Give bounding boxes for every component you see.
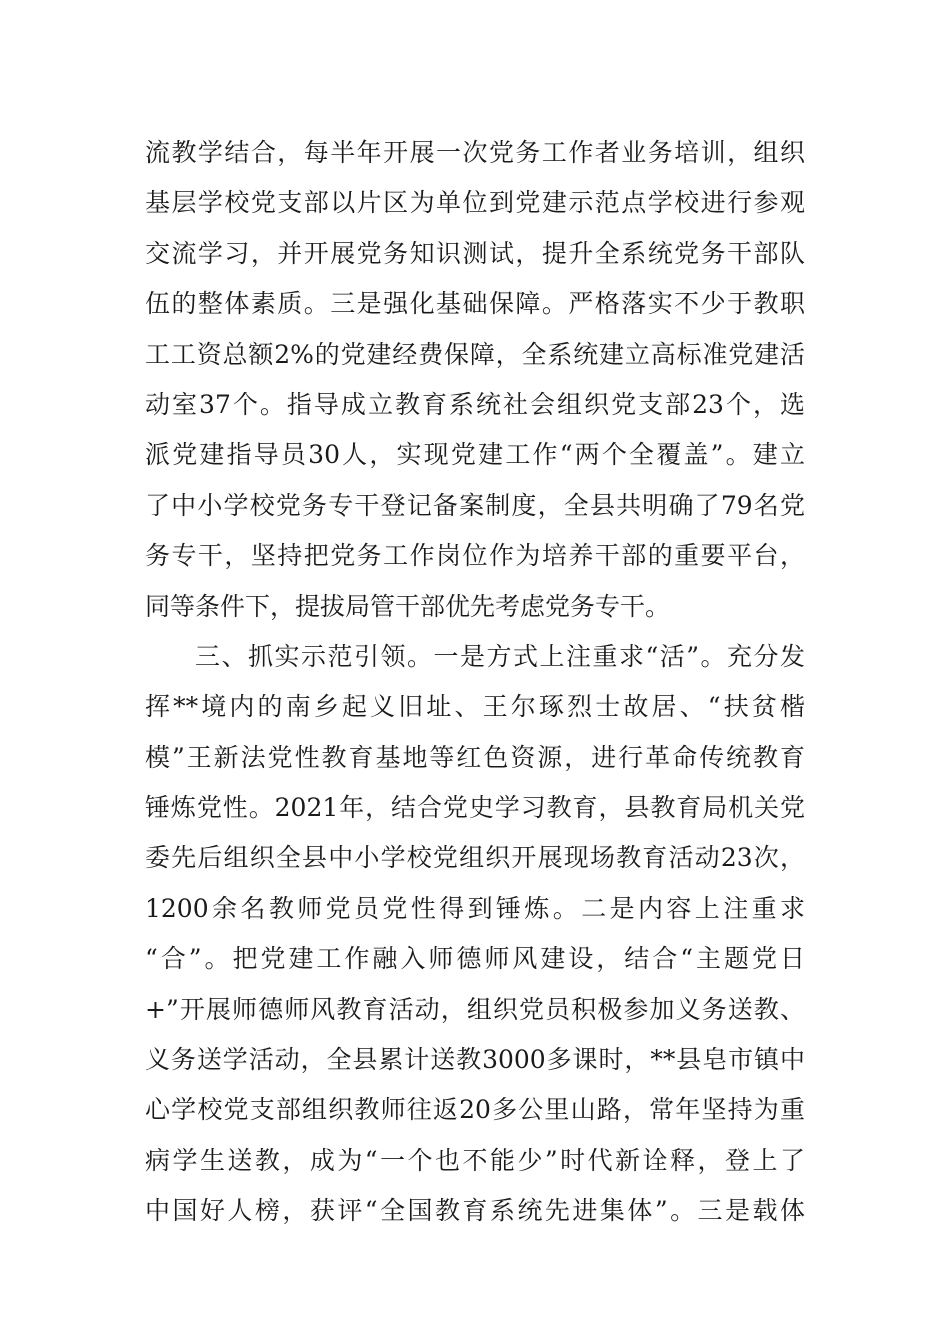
text-line: 派党建指导员30人，实现党建工作“两个全覆盖”。建立: [145, 440, 805, 470]
text-line: 义务送学活动，全县累计送教3000多课时，**县皂市镇中: [145, 1045, 805, 1075]
text-line: 锤炼党性。2021年，结合党史学习教育，县教育局机关党: [145, 793, 805, 823]
text-line: 务专干，坚持把党务工作岗位作为培养干部的重要平台，: [145, 541, 805, 571]
text-line: 了中小学校党务专干登记备案制度，全县共明确了79名党: [145, 490, 805, 520]
text-line: 模”王新法党性教育基地等红色资源，进行革命传统教育: [145, 742, 805, 772]
text-line: 工工资总额2%的党建经费保障，全系统建立高标准党建活: [145, 339, 805, 369]
text-line: +”开展师德师风教育活动，组织党员积极参加义务送教、: [145, 994, 805, 1024]
text-line: 1200余名教师党员党性得到锤炼。二是内容上注重求: [145, 893, 805, 923]
text-line: 流教学结合，每半年开展一次党务工作者业务培训，组织: [145, 138, 805, 167]
text-line: 动室37个。指导成立教育系统社会组织党支部23个，选: [145, 389, 805, 419]
text-line: 委先后组织全县中小学校党组织开展现场教育活动23次，: [145, 843, 805, 873]
text-line: 交流学习，并开展党务知识测试，提升全系统党务干部队: [145, 238, 805, 268]
text-line: 病学生送教，成为“一个也不能少”时代新诠释，登上了: [145, 1145, 805, 1175]
body-text: [145, 128, 805, 1237]
text-line: 基层学校党支部以片区为单位到党建示范点学校进行参观: [145, 188, 805, 218]
text-line: 伍的整体素质。三是强化基础保障。严格落实不少于教职: [145, 289, 805, 319]
paragraph-first-line: 三、抓实示范引领。一是方式上注重求“活”。充分发: [195, 641, 805, 671]
text-line: “合”。把党建工作融入师德师风建设，结合“主题党日: [145, 944, 805, 974]
text-line: 中国好人榜，获评“全国教育系统先进集体”。三是载体: [145, 1196, 805, 1226]
text-line: 心学校党支部组织教师往返20多公里山路，常年坚持为重: [145, 1095, 805, 1125]
text-line: 挥**境内的南乡起义旧址、王尔琢烈士故居、“扶贫楷: [145, 692, 805, 722]
text-line: 同等条件下，提拔局管干部优先考虑党务专干。: [145, 591, 671, 621]
